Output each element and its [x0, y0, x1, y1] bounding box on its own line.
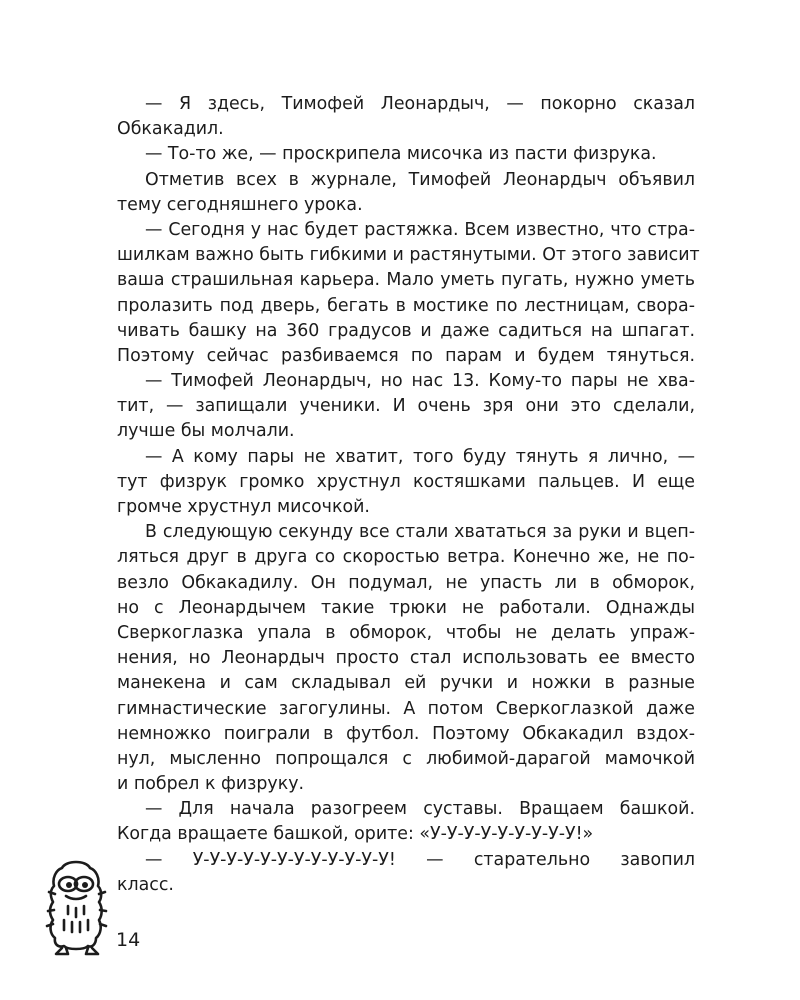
furry-monster-icon	[44, 858, 108, 956]
text-line: В следующую секунду все стали хвататься за руки и вцеп-	[145, 522, 695, 543]
text-line: Обкакадил.	[117, 119, 224, 140]
text-line: Отметив всех в журнале, Тимофей Леонардыч объявил	[145, 169, 695, 190]
text-line: нения, но Леонардыч просто стал использовать ее вместо	[117, 648, 695, 669]
text-line: Сверкоглазка упала в обморок, чтобы не делать упраж-	[117, 622, 695, 643]
text-line: Поэтому сейчас разбиваемся по парам и будем тянуться.	[117, 345, 695, 366]
text-line: манекена и сам складывал ей ручки и ножки в разные	[117, 673, 695, 694]
text-line: нул, мысленно попрощался с любимой-дарагой мамочкой	[117, 748, 695, 769]
text-line: тит, — запищали ученики. И очень зря они это сделали,	[117, 396, 695, 417]
text-line: громче хрустнул мисочкой.	[117, 497, 370, 517]
text-line: лучше бы молчали.	[117, 421, 295, 442]
text-line: — Для начала разогреем суставы. Вращаем башкой.	[145, 799, 695, 820]
text-line: но с Леонардычем такие трюки не работали. Однажды	[117, 597, 695, 618]
text-line: класс.	[117, 874, 174, 895]
text-line: шилкам важно быть гибкими и растянутыми. От этого зависит	[117, 245, 700, 266]
text-line: Когда вращаете башкой, орите: «У-У-У-У-У-У-У-У-У!»	[117, 824, 594, 845]
page-number: 14	[116, 929, 141, 951]
text-line: — А кому пары не хватит, того буду тянуть я лично, —	[145, 446, 695, 467]
text-line: чивать башку на 360 градусов и даже садиться на шпагат.	[117, 320, 695, 341]
body-text	[117, 92, 700, 898]
text-line: гимнастические загогулины. А потом Сверкоглазкой даже	[117, 698, 695, 719]
text-line: — Тимофей Леонардыч, но нас 13. Кому-то пары не хва-	[145, 371, 695, 392]
text-line: — Сегодня у нас будет растяжка. Всем известно, что стра-	[145, 219, 695, 240]
text-line: и побрел к физруку.	[117, 774, 305, 795]
text-line: тему сегодняшнего урока.	[117, 194, 363, 215]
text-line: пролазить под дверь, бегать в мостике по лестницам, свора-	[117, 295, 695, 316]
text-line: — У-У-У-У-У-У-У-У-У-У-У-У! — старательно завопил	[145, 849, 695, 870]
text-line: тут физрук громко хрустнул костяшками пальцев. И еще	[117, 471, 695, 492]
text-line: немножко поиграли в футбол. Поэтому Обкакадил вздох-	[117, 723, 695, 744]
text-line: ваша страшильная карьера. Мало уметь пугать, нужно уметь	[117, 270, 695, 291]
text-line: ляться друг в друга со скоростью ветра. Конечно же, не по-	[117, 547, 695, 568]
text-line: — То-то же, — проскрипела мисочка из пасти физрука.	[145, 144, 657, 165]
text-line: — Я здесь, Тимофей Леонардыч, — покорно сказал	[145, 94, 695, 114]
text-line: везло Обкакадилу. Он подумал, не упасть ли в обморок,	[117, 572, 695, 593]
